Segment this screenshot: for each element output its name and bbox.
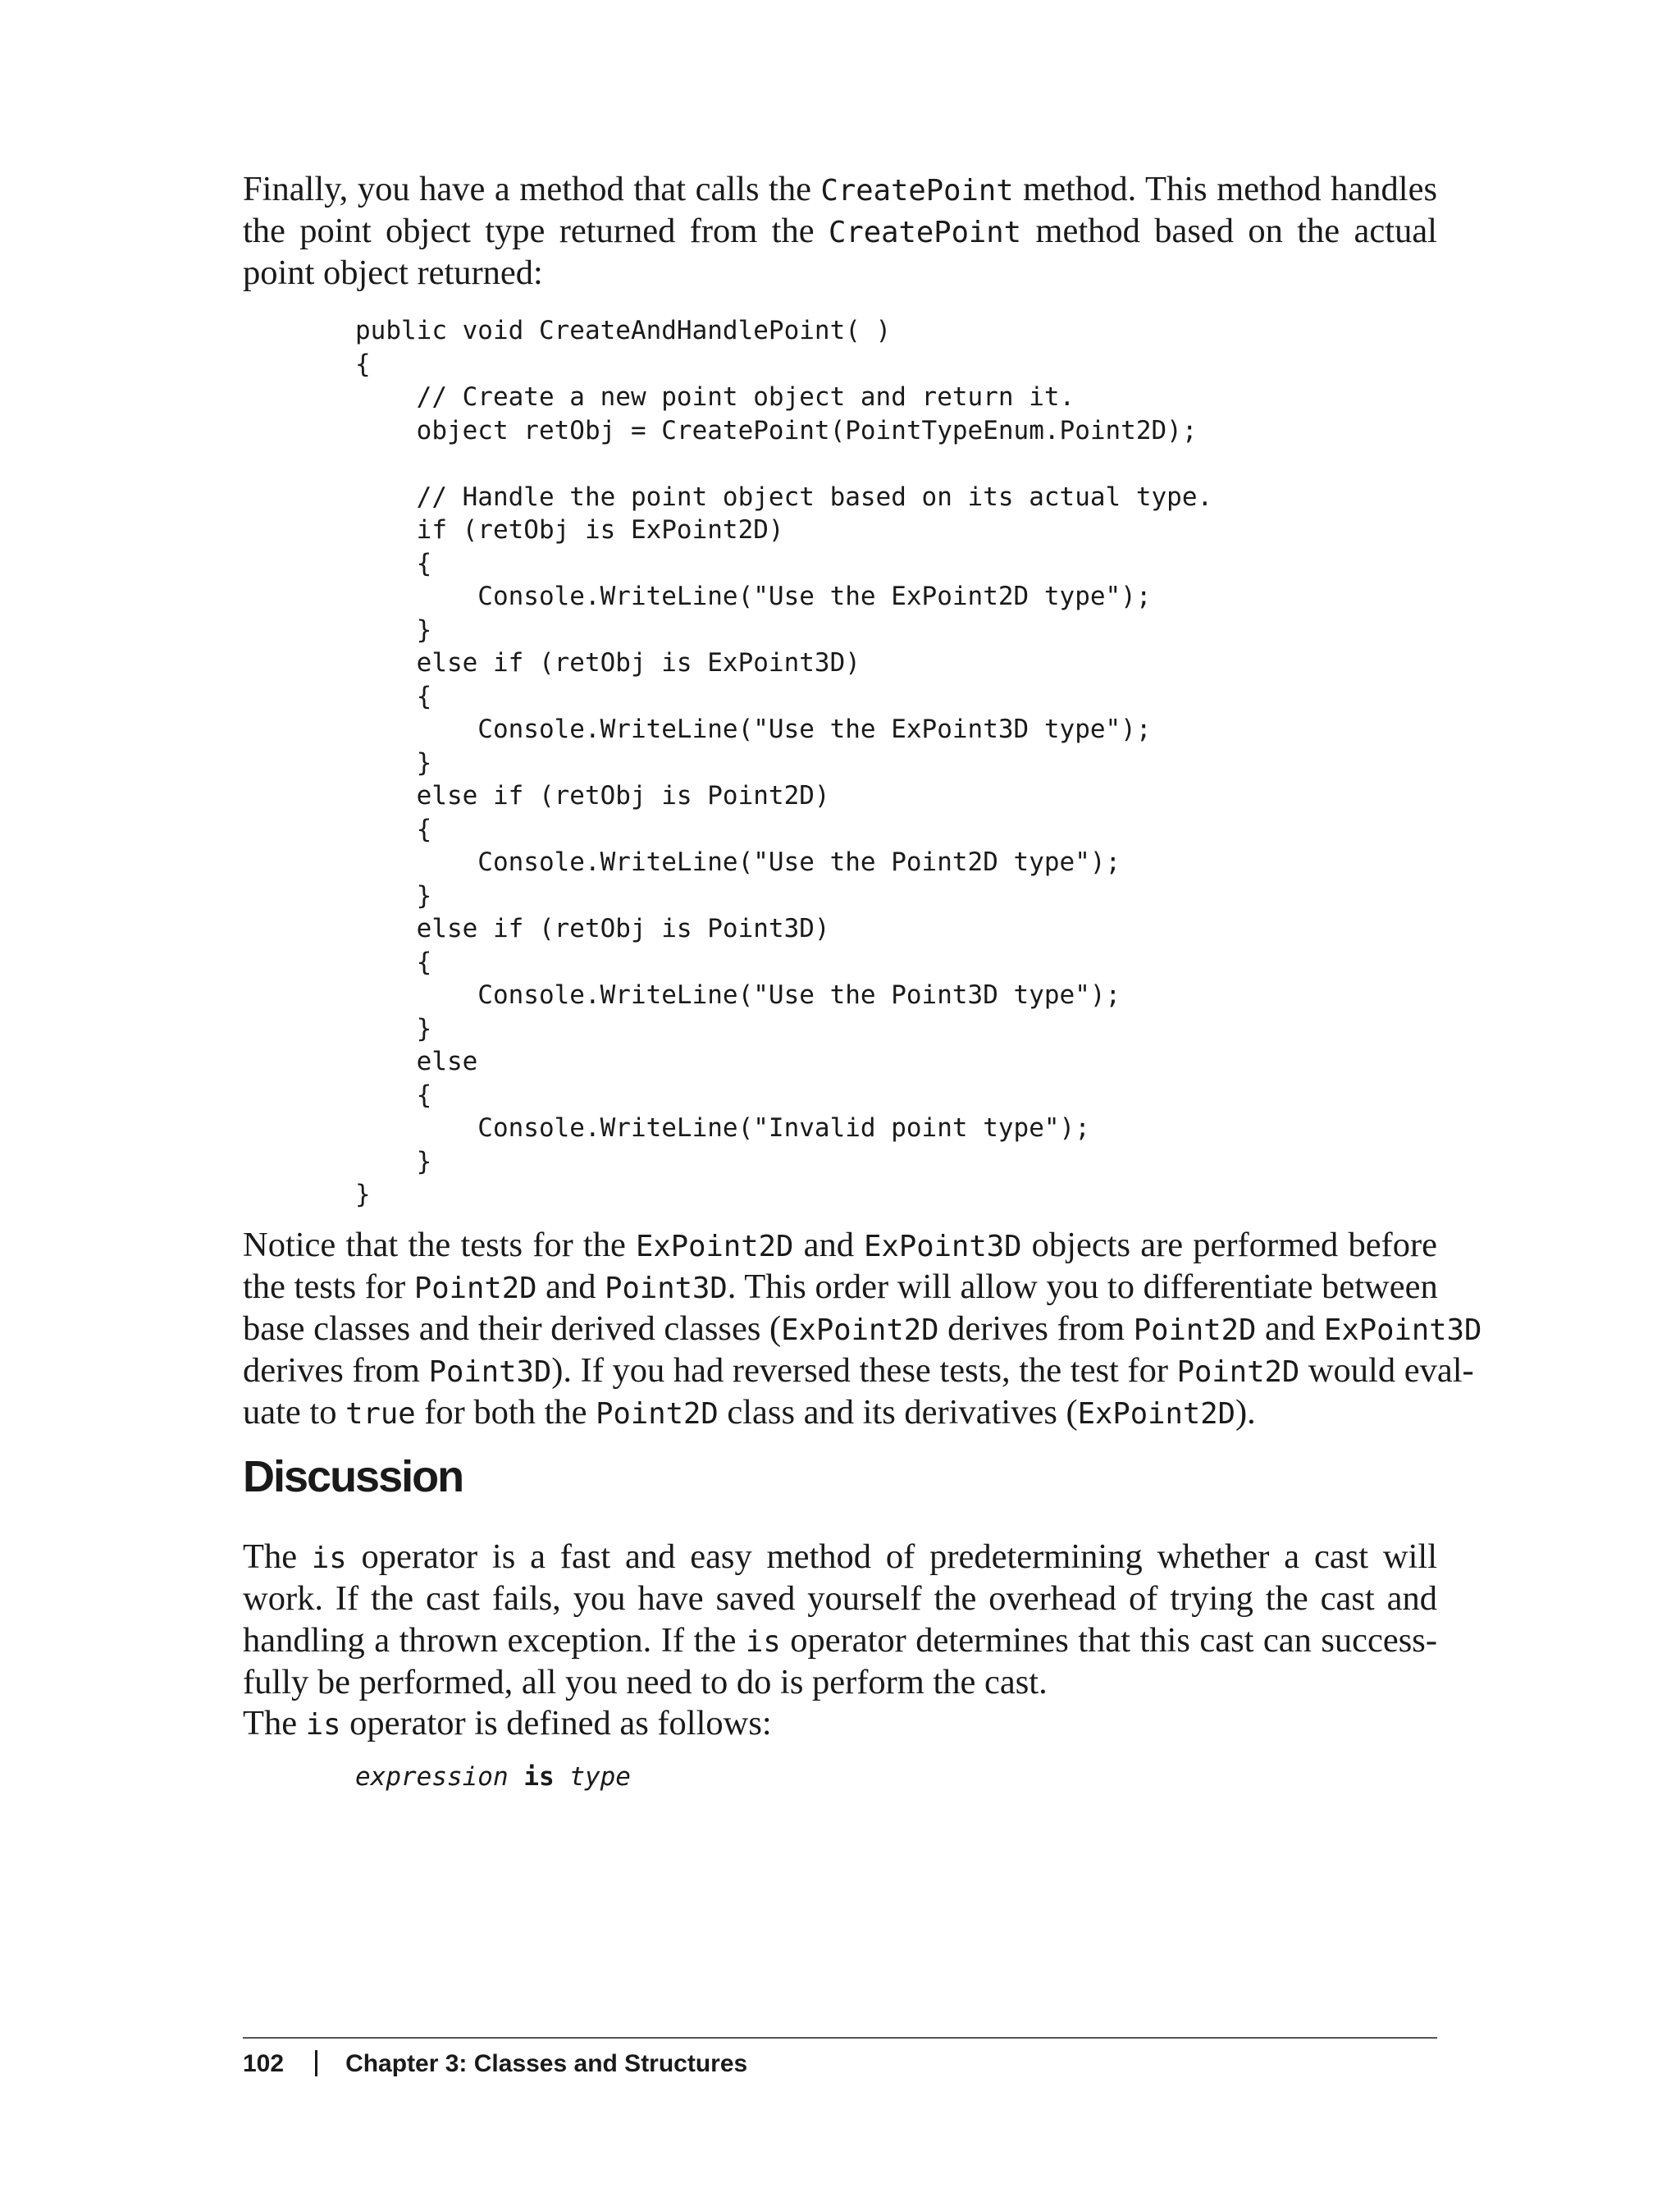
inline-code: Point2D <box>413 1272 537 1305</box>
syntax-keyword: is <box>523 1762 555 1792</box>
text: method based on the actual <box>1021 212 1437 250</box>
footer-rule <box>243 2037 1437 2039</box>
definition-paragraph <box>243 1702 1437 1744</box>
text: uate to <box>243 1393 346 1432</box>
inline-code: Point2D <box>596 1397 719 1431</box>
text: The <box>243 1537 312 1576</box>
text: ). <box>1235 1393 1256 1432</box>
section-heading: Discussion <box>243 1452 463 1501</box>
page-footer <box>243 2048 747 2080</box>
text: operator is a fast and easy method of predetermining whether a cast will <box>346 1537 1437 1576</box>
text: handling a thrown exception. If the <box>243 1621 746 1660</box>
book-page <box>243 0 1482 2206</box>
text-line: fully be performed, all you need to do is perform the cast. <box>243 1663 1048 1701</box>
text-line <box>243 1350 1474 1391</box>
inline-code: ExPoint2D <box>636 1230 794 1263</box>
text-line: work. If the cast fails, you have saved yourself the overhead of trying the cast and <box>243 1579 1437 1618</box>
discussion-paragraph <box>243 1536 1437 1703</box>
text: objects are performed before <box>1021 1226 1437 1264</box>
text-line <box>243 1266 1437 1308</box>
text: derives from <box>243 1351 429 1390</box>
text-line <box>243 1391 1437 1433</box>
text-line <box>243 168 1437 210</box>
text: . This order will allow you to differentiate between <box>727 1267 1438 1306</box>
inline-code: Point2D <box>1133 1313 1257 1347</box>
text-line <box>243 1224 1437 1266</box>
text: class and its derivatives ( <box>718 1393 1078 1432</box>
text: and <box>793 1226 865 1264</box>
inline-code: is <box>745 1625 781 1659</box>
text: ). If you had reversed these tests, the test for <box>551 1351 1177 1390</box>
syntax-expression: expression <box>355 1762 509 1792</box>
intro-paragraph <box>243 168 1437 294</box>
text: The <box>243 1704 306 1742</box>
text: operator is defined as follows: <box>340 1704 772 1742</box>
syntax-example <box>355 1761 631 1793</box>
code-listing: public void CreateAndHandlePoint( ) { // Create a new point object and return it. object retObj = CreatePoint(PointTypeEnum.Point2D); // Handle the point object based on its actual type. if (retObj is ExPoint2D) { Console.WriteLine("Use the ExPoint2D type"); } else if (retObj is ExPoint3D) { Console.WriteLine("Use the ExPoint3D type"); } else if (retObj is Point2D) { Console.WriteLine("Use the Point2D type"); } else if (retObj is Point3D) { Console.WriteLine("Use the Point3D type"); } else { Console.WriteLine("Invalid point type"); } } <box>355 316 1213 1209</box>
text-line <box>243 1308 1482 1350</box>
text: the point object type returned from the <box>243 212 829 250</box>
text: derives from <box>938 1309 1134 1348</box>
text: operator determines that this cast can success- <box>780 1621 1437 1660</box>
text: the tests for <box>243 1267 414 1306</box>
inline-code: CreatePoint <box>820 174 1014 208</box>
page-number: 102 <box>243 2050 285 2077</box>
text-line <box>243 1619 1437 1661</box>
notice-paragraph <box>243 1224 1482 1433</box>
inline-code: ExPoint2D <box>1077 1397 1235 1431</box>
inline-code: CreatePoint <box>828 216 1022 249</box>
text-line <box>243 210 1437 252</box>
text-line <box>243 1702 1437 1744</box>
inline-code: true <box>345 1397 416 1431</box>
inline-code: ExPoint2D <box>781 1313 939 1347</box>
text: for both the <box>415 1393 596 1432</box>
text: would eval- <box>1299 1351 1474 1390</box>
text-line: point object returned: <box>243 253 543 292</box>
text-line <box>243 1536 1437 1578</box>
footer-separator <box>315 2050 317 2076</box>
text: base classes and their derived classes ( <box>243 1309 782 1348</box>
syntax-type: type <box>569 1762 631 1792</box>
inline-code: Point3D <box>428 1355 552 1389</box>
inline-code: is <box>305 1708 341 1742</box>
text: method. This method handles <box>1013 170 1437 208</box>
inline-code: is <box>311 1541 347 1575</box>
inline-code: ExPoint3D <box>864 1230 1022 1263</box>
text: Finally, you have a method that calls the <box>243 170 821 208</box>
inline-code: Point3D <box>605 1272 728 1305</box>
text: and <box>1256 1309 1324 1348</box>
inline-code: Point2D <box>1176 1355 1300 1389</box>
inline-code: ExPoint3D <box>1323 1313 1482 1347</box>
chapter-title: Chapter 3: Classes and Structures <box>345 2050 748 2077</box>
text: and <box>536 1267 605 1306</box>
text: Notice that the tests for the <box>243 1226 637 1264</box>
